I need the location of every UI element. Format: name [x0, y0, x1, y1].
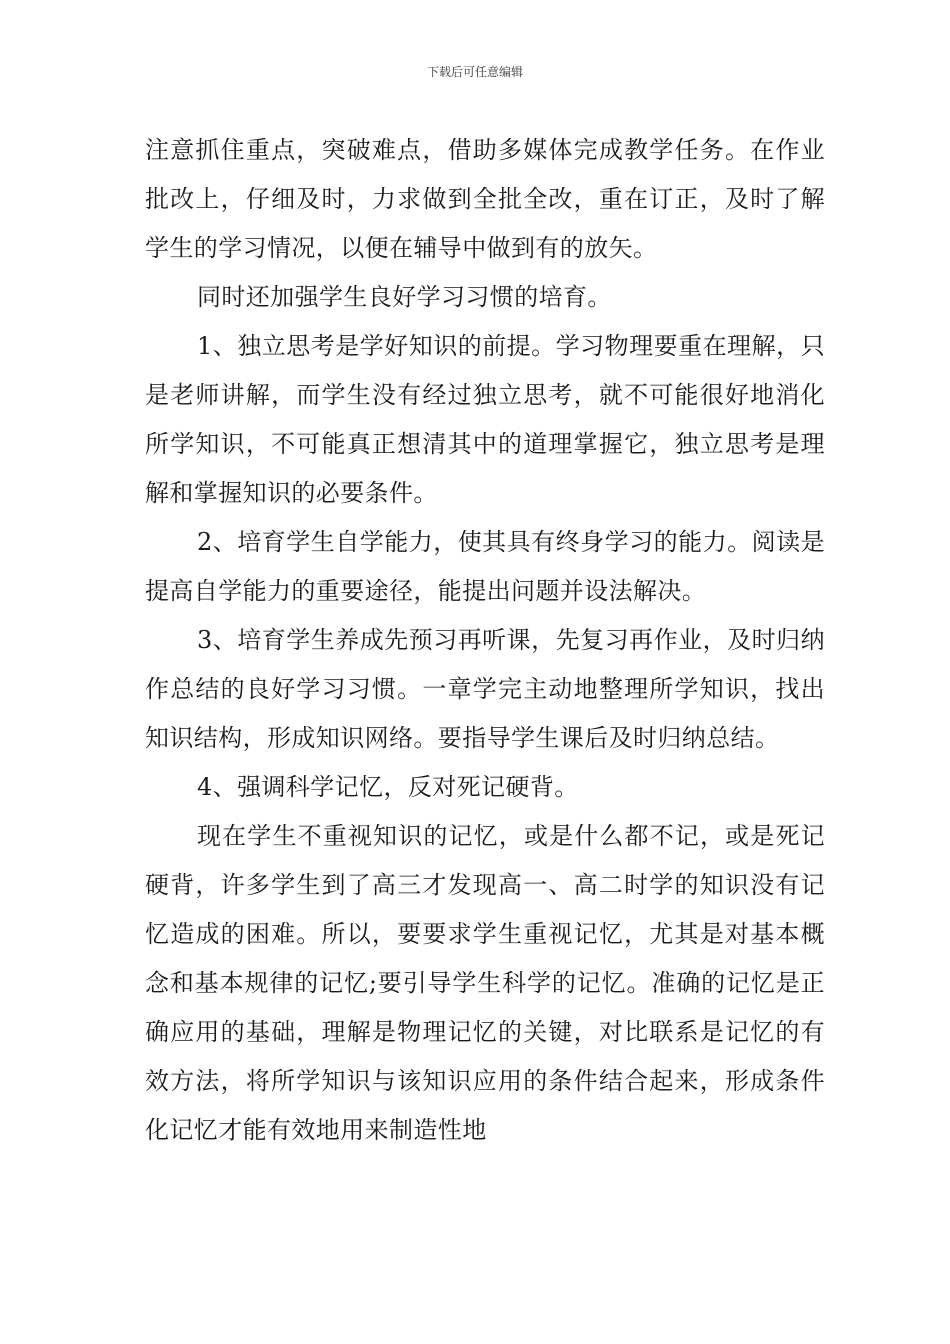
- paragraph-point-4: 4、强调科学记忆，反对死记硬背。: [197, 773, 579, 801]
- paragraph-point-1: 1、独立思考是学好知识的前提。学习物理要重在理解，只是老师讲解，而学生没有经过独立思考，就不可能很好地消化所学知识，不可能真正想清其中的道理掌握它，独立思考是理解和掌握知识的必要条件。: [145, 332, 825, 507]
- page-header: 下载后可任意编辑: [426, 65, 523, 79]
- paragraph-memory: 现在学生不重视知识的记忆，或是什么都不记，或是死记硬背，许多学生到了高三才发现高一、高二时学的知识没有记忆造成的困难。所以，要要求学生重视记忆，尤其是对基本概念和基本规律的记忆;要引导学生科学的记忆。准确的记忆是正确应用的基础，理解是物理记忆的关键，对比联系是记忆的有效方法，将所学知识与该知识应用的条件结合起来，形成条件化记忆才能有效地用来制造性地: [145, 822, 825, 1144]
- paragraph-point-2: 2、培育学生自学能力，使其具有终身学习的能力。阅读是提高自学能力的重要途径，能提出问题并设法解决。: [145, 528, 825, 605]
- paragraph-habits-intro: 同时还加强学生良好学习习惯的培育。: [197, 283, 612, 311]
- paragraph-continuation: 注意抓住重点，突破难点，借助多媒体完成教学任务。在作业批改上，仔细及时，力求做到全批全改，重在订正，及时了解学生的学习情况，以便在辅导中做到有的放矢。: [145, 136, 825, 262]
- document-body: [145, 126, 825, 1155]
- paragraph-point-3: 3、培育学生养成先预习再听课，先复习再作业，及时归纳作总结的良好学习习惯。一章学完主动地整理所学知识，找出知识结构，形成知识网络。要指导学生课后及时归纳总结。: [145, 626, 825, 752]
